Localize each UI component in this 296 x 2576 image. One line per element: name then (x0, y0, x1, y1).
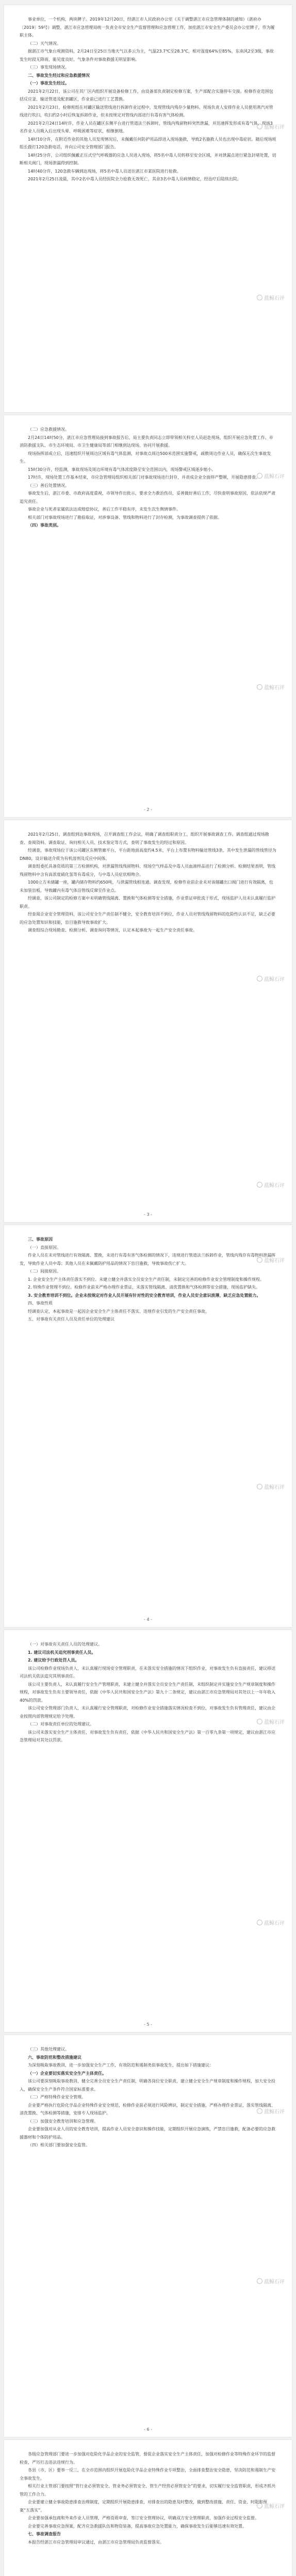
watermark: 蓝鲸石评 (257, 2107, 285, 2115)
paragraph: （二）严格特殊作业安全管理。 (28, 2095, 86, 2099)
paragraph: 企业要完善事故应急预案，配齐应急救援队伍和物资装备，提高事故应急处置能力，确保事故发生后能够迅速有效处置。 (28, 2523, 246, 2529)
page-content (20, 831, 276, 935)
watermark-logo-icon (257, 976, 262, 981)
paragraph: 2021年2月25日凌晨，其中2名中毒人员经医院全力抢救无效死亡，其余3名中毒人员病情稳定，经治疗后陆续出院。 (28, 177, 241, 181)
paragraph: （二）间接原因。 (28, 1269, 61, 1274)
paragraph: 作业人员在未对管线进行有效隔离、置换，未进行有毒有害气体检测的情况下，违规进行管道法兰拆卸作业，管线内残存有毒物料泄漏挥发，导致作业人员中毒；其他人员在未佩戴防护用品的情况下盲目施救，导致事故伤亡扩大。 (20, 1253, 275, 1266)
paragraph: 企业要加强对从业人员的安全教育培训，提高作业人员安全意识和操作技能，定期组织开展应急演练，严禁盲目施救，配备必要的应急救援器材和个体防护用品。 (20, 2127, 275, 2140)
paragraph: 该公司检修作业现场负责人，未认真履行现场安全管理职责，在未落实安全措施的情况下组织作业，对事故发生负有直接责任，建议移送司法机关依法追究其刑事责任。 (20, 1666, 275, 1679)
section-heading: （一）企业要切实落实安全生产主体责任。 (28, 2071, 106, 2076)
paragraph: 经调查，事故现场位于该公司罐区东侧管廊平台，平台距地面高度约4.5米，平台上布置有物料输送管线3条，其中发生泄漏的管线管径为DN80，设计输送介质为有机溶剂及反应中间体。 (20, 848, 276, 861)
page-content (20, 1640, 276, 1744)
paragraph: 相关行业主管部门要按照“管行业必须管安全、管业务必须管安全、管生产经营必须管安全”的要求，切实履行安全监管职责，形成齐抓共管的工作合力。 (20, 2484, 276, 2497)
watermark-logo-icon (257, 684, 262, 690)
paragraph: 1000立方米储罐一座，罐内储存物料约650吨，与泄漏管线相连通。调查发现，检修作业前企业未对该储罐出口阀门进行有效隔离，也未加装盲板，导致罐内有毒气体沿管线反窜至作业点。 (20, 880, 273, 893)
paragraph: 各级应急管理部门要进一步加强对危险化学品企业的安全监管，督促企业落实安全生产主体责任，加强对检修作业等特殊作业环节的监督检查，严厉打击违法违规行为。 (20, 2452, 275, 2465)
paragraph: （三）善后处置情况。 (28, 483, 69, 488)
paragraph: （一）对事故有关责任人员的处理建议。 (28, 1642, 102, 1647)
document-page (4, 415, 292, 817)
watermark: 蓝鲸石评 (257, 294, 285, 301)
document-page (4, 5, 292, 412)
document-page (4, 2440, 292, 2576)
paragraph: 2月24日14时50分，湛江市应急管理局接到事故报告后，局主要负责同志立即带领相关科室人员赶赴现场，组织开展应急处置工作。市消防救援支队、市生态环境局、市卫生健康局等部门相继到达现场，协同开展救援。 (20, 435, 273, 448)
paragraph: 该公司主要负责人，未认真履行安全生产管理职责，未建立健全并落实全员安全生产责任制，未组织制定并实施安全生产规章制度和操作规程，对事故发生负有主要领导责任，依据《中华人民共和国安全生产法》第九十二条规定，建议由湛江市应急管理局对其处以上一年年收入40%的罚款。 (20, 1682, 275, 1703)
section-heading: 2. 建议给予行政处罚人员。 (28, 1658, 79, 1663)
paragraph: （二）天气情况。 (28, 41, 61, 46)
paragraph: 调查组综合现场勘查、检测分析、调查询问等情况，认定本起事故为一起生产安全责任事故。 (28, 928, 197, 933)
watermark: 蓝鲸石评 (257, 975, 285, 982)
page-number: - 6 - (144, 2427, 152, 2432)
paragraph: 事故企业与死者家属依法达成赔偿协议，善后工作平稳有序，未发生次生舆情事件。 (28, 507, 180, 512)
watermark: 蓝鲸石评 (257, 1483, 285, 1490)
paragraph: （四）相关部门要加强安全监管。 (28, 2143, 90, 2147)
page-content (20, 426, 276, 530)
paragraph: 相关部门对事故现场进行了勘验取证，对涉事设备、管线和物料进行了封存检测，为事故调查提供了依据。 (28, 515, 222, 520)
section-heading: 二、事故发生经过和应急救援情况 (28, 73, 90, 78)
paragraph: 本报告经湛江市应急管理局审议通过，由湛江市应急管理局负责监督落实。 (28, 2539, 164, 2545)
section-heading: （一）事故发生经过。 (28, 81, 69, 86)
watermark-logo-icon (257, 1182, 262, 1188)
paragraph: 15时30分许，经监测，事故现场及周边环境有毒气体浓度降至安全范围以内，现场警戒区域逐步缩小。 (28, 467, 216, 472)
paragraph: 14时25分许，公司组织佩戴正压式空气呼吸器的应急人员进入现场，将5名中毒人员转移至安全区域，并对泄漏点进行紧急封堵处置，切断相关阀门，现场泄漏得到控制。 (20, 152, 276, 165)
watermark: 蓝鲸石评 (257, 1181, 285, 1189)
paragraph: 企业要加强承包商和外来作业人员管理，严格资质审查，签订安全管理协议，明确双方安全管理职责，加强作业过程安全监督。 (28, 2516, 259, 2520)
paragraph: 各县（市、区）要举一反三，在全市范围内组织开展危险化学品企业特殊作业专项整治，全面排查整治安全隐患，坚决防范和遏制生产安全事故发生。 (20, 2468, 275, 2481)
paragraph: 现场指挥部成立后，迅速组织开展周边区域有毒气体监测，对事故点周边500米范围实施警戒，疏散周边作业人员，确保无次生事故发生。 (20, 451, 271, 464)
paragraph: 事业单位，一个机构，两块牌子。2019年12月20日，经湛江市人民政府办公室《关于调整湛江市应急管理体制的通知》（湛府办〔2019〕59号）调整，湛江市应急管理局统一负责全市安全生产监督管理和应急管理工作，加挂湛江市安全生产委员会办公室牌子，作为履职主体。 (20, 17, 275, 38)
watermark: 蓝鲸石评 (257, 683, 285, 691)
section-heading: 三、事故原因 (28, 1237, 53, 1242)
watermark-logo-icon (257, 2278, 262, 2284)
watermark: 蓝鲸石评 (257, 1919, 285, 1926)
document-page (4, 2035, 292, 2437)
paragraph: 2021年2月25日，调查组到达事故现场，召开调查组工作会议，明确了调查组职责分工，组织开展事故调查工作。调查组通过现场勘查、查阅资料、调查取证、询问相关人员、技术鉴定等方式，查明了事故发生的经过和原因。 (20, 832, 269, 845)
paragraph: 该公司安全管理部门负责人，未认真履行安全管理职责，对检修作业安全措施落实情况检查不到位，对事故发生负有管理责任，建议由企业按照内部管理规定给予处理。 (20, 1706, 275, 1719)
paragraph: 2021年2月23日，检修班组在对罐区输送管线进行拆卸作业过程中，发现管线内残存少量物料。现场负责人安排作业人员使用蒸汽对管线进行吹扫，吹扫约2小时后恢复拆卸作业，但未按规定对管线内部进行有毒有害气体检测。 (20, 105, 273, 117)
paragraph: 为深刻吸取事故教训，进一步加强安全生产工作，有效防范和遏制类似事故发生，提出如下措施建议： (28, 2063, 213, 2067)
document-page (4, 1630, 292, 2032)
section-heading: 1. 建议司法机关追究刑事责任人员。 (28, 1650, 96, 1655)
paragraph: 14时40分许，120急救车辆到达现场，将5名中毒人员送往湛江市某医院进行抢救。 (28, 168, 181, 174)
watermark-logo-icon (257, 1920, 262, 1925)
paragraph: （二）应急救援情况。 (28, 427, 69, 432)
page-number: - 4 - (144, 1617, 152, 1622)
section-heading: （四）事故类别。 (28, 523, 61, 528)
section-heading: 七、事故调查报告 (28, 2532, 61, 2536)
page-content (20, 2450, 276, 2546)
paragraph: 经调查认定，本起事故是一起因企业安全生产主体责任不落实、违规作业引发的生产安全责任事故。 (28, 1309, 209, 1314)
page-content (20, 15, 276, 183)
section-heading: 3. 安全教育培训不到位。企业未按规定对作业人员开展有针对性的安全教育培训，作业人员安全意识淡薄，缺乏应急处置能力。 (28, 1293, 261, 1298)
paragraph: 2021年2月22日，该公司在其厂区内组织开展设备检修工作，由设备部负责制定检修方案，生产部配合实施停车交接。检修作业范围包括反应釜、输送管道及配套罐区，作业前已进行工艺置换。 (20, 89, 273, 101)
page-number: - 3 - (144, 1212, 152, 1217)
paragraph: 2021年2月24日14时许，作业人员在罐区东侧平台进行管道法兰拆卸时，管线内残留物料突然泄漏，并迅速挥发形成有毒气体，现场3名作业人员吸入后出现头晕、呼吸困难等症状，相继倒地。 (20, 121, 273, 133)
paragraph: （三）事发现场情况。 (28, 65, 69, 70)
page-number: - 5 - (144, 2022, 152, 2027)
document-page (4, 820, 292, 1222)
watermark-logo-icon (257, 1484, 262, 1489)
paragraph: 调查组委托具备资质的第三方检测机构，对泄漏管线残留物料、现场空气样品及中毒人员血液样品进行了检测分析。检测结果表明，管线残留物料中含有高浓度硫化氢等有毒成分，与中毒人员症状相吻合。 (20, 864, 275, 877)
paragraph: （二）对事故责任单位的处理建议。 (28, 1722, 94, 1726)
watermark-logo-icon (257, 295, 262, 300)
watermark: 蓝鲸石评 (257, 123, 285, 130)
paragraph: 五、对事故有关责任人员及责任单位的处理建议 (28, 1317, 114, 1321)
section-heading: 六、事故防范和整改措施建议 (28, 2055, 81, 2060)
paragraph: 据湛江市气象台观测资料，2月24日至25日当地天气以多云为主，气温23.7℃至28.3℃，相对湿度64%至85%，东南风2至3级，事故发生时段无降雨，能见度良好，气象条件对事故救援无明显影响。 (20, 49, 274, 62)
watermark: 蓝鲸石评 (257, 472, 285, 480)
page-number: - 2 - (144, 807, 152, 812)
document-page (4, 1225, 292, 1627)
paragraph: 四、事故性质 (28, 1301, 53, 1306)
paragraph: 企业要严格执行危险化学品企业特殊作业安全规范，检修作业前必须进行风险辨识，制定安全措施，严格办理作业票证，落实管线隔离、清洗置换、气体检测等措施，安排专人现场监护。 (20, 2103, 275, 2115)
paragraph: 14时10分许，在附近作业的其他人员发现情况后，未佩戴任何防护用品即进入现场施救，导致2名施救人员也出现中毒症状。随后现场班组长拨打120急救电话，并向公司安全管理部门报告。 (20, 137, 276, 149)
paragraph: 17时许，现场处置工作基本结束，市应急管理局组织相关部门对事故现场进行封存，并责成企业全面停产整顿，开展隐患排查。 (28, 475, 260, 480)
watermark: 蓝鲸石评 (257, 2502, 285, 2510)
paragraph: 该公司未落实安全生产主体责任，对事故发生负有责任，依据《中华人民共和国安全生产法》第一百零九条第一项规定，建议由湛江市应急管理局对其处以罚款。 (20, 1730, 275, 1742)
watermark: 蓝鲸石评 (257, 1256, 285, 1264)
paragraph: 经调查，该公司制定的检修方案中未明确管线隔离、置换和气体检测等安全措施，作业票证审批流于形式，现场监护人员未认真履行监护职责。 (20, 896, 275, 909)
paragraph: 事故发生后，湛江市委、市政府高度重视，市领导作出批示，要求全力救治伤员，妥善做好善后工作，尽快查明事故原因，依法依规严肃追究责任。 (20, 491, 275, 504)
watermark: 蓝鲸石评 (257, 2277, 285, 2285)
paragraph: 2. 特殊作业管理不到位。检修作业前未严格办理作业票证，未落实管线隔离、清洗置换和气体检测等安全措施，现场监护缺失。 (28, 1285, 260, 1290)
page-content (20, 2045, 276, 2149)
paragraph: 该公司要深刻吸取事故教训，健全完善全员安全生产责任制，明确各岗位安全职责，建立健全安全生产规章制度和操作规程，加大安全投入，确保安全生产条件符合国家标准要求。 (20, 2079, 275, 2092)
paragraph: 经查阅企业安全管理资料，该公司安全生产责任制不健全，安全教育培训不到位，作业人员对管线残留物料的危险性认识不足，缺乏必要的应急处置知识和技能，盲目施救导致事故扩大。 (20, 912, 275, 925)
paragraph: （一）直接原因。 (28, 1245, 61, 1250)
paragraph: 企业要建立健全事故隐患排查治理制度，定期组织开展隐患排查，对排查出的隐患及时整改，做到整改措施、责任、资金、时限和预案“五落实”。 (20, 2500, 267, 2513)
paragraph: 1. 企业安全生产主体责任落实不到位。未建立健全并落实全员安全生产责任制，未制定完善的检修作业安全管理制度和操作规程。 (28, 1277, 265, 1282)
page-content (20, 1235, 276, 1324)
paragraph: （三）加强安全教育培训和应急管理。 (28, 2119, 98, 2124)
watermark: 蓝鲸石评 (257, 1718, 285, 1725)
paragraph: （三）其他处理建议。 (28, 2047, 69, 2052)
